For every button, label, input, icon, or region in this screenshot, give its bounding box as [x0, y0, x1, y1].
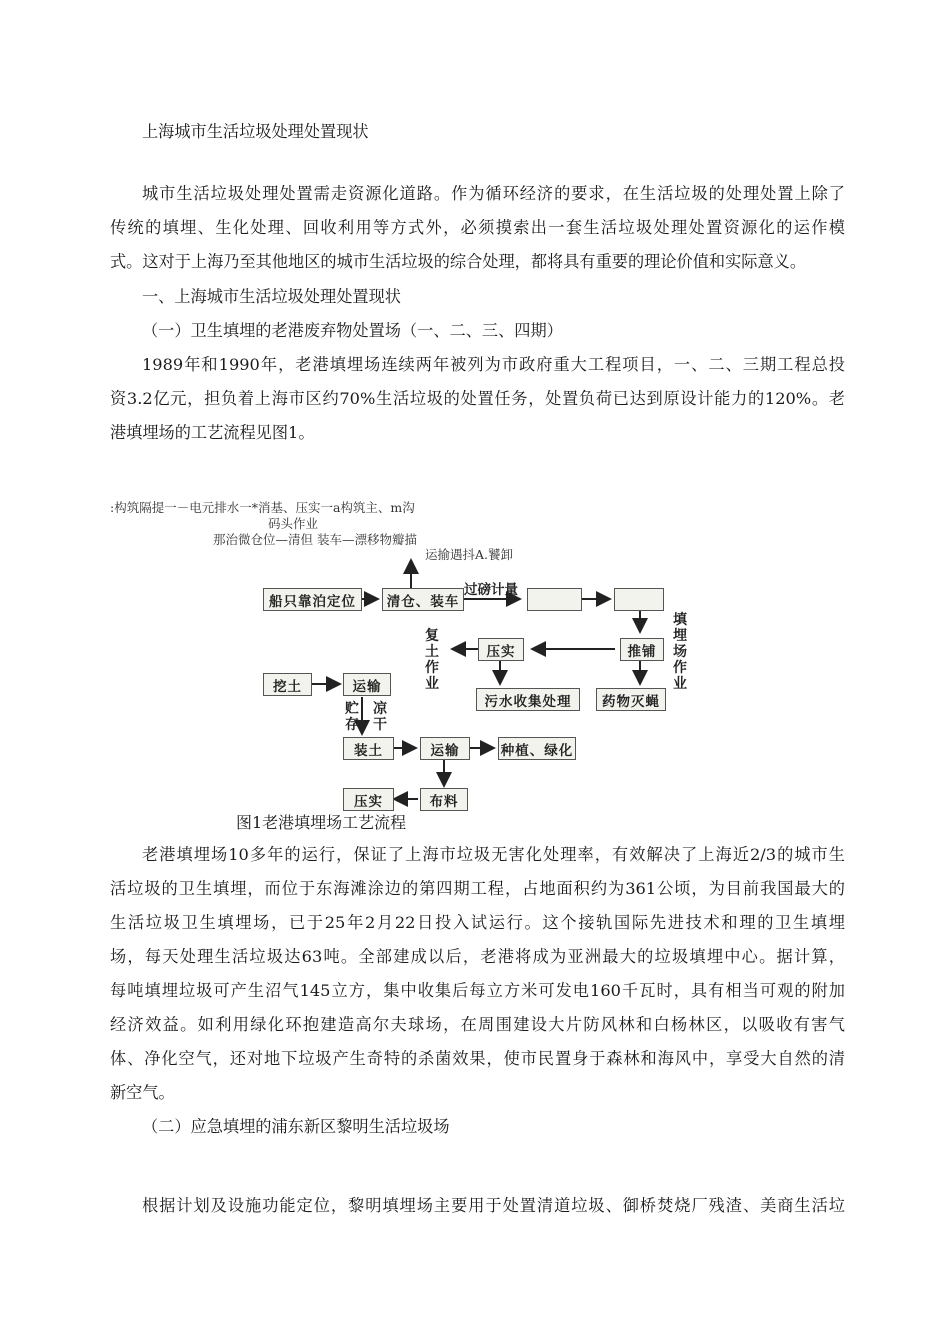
diagram-ocr-line-3: 那治微仓位—清但 装车—漂移物瓣描 [213, 532, 417, 547]
document-title: 上海城市生活垃圾处理处置现状 [142, 122, 369, 141]
para1-line-1: 1989年和1990年，老港填埋场连续两年被列为市政府重大工程项目，一、二、三期工程总投 [142, 355, 845, 374]
box-unload [614, 588, 664, 611]
subsection-2-heading: （二）应急填埋的浦东新区黎明生活垃圾场 [142, 1117, 450, 1136]
para2-line-2: 活垃圾的卫生填埋，而位于东海滩涂边的第四期工程，占地面积约为361公顷，为目前我国最大的 [110, 879, 845, 898]
diagram-ocr-line-4: 运揄遇抖A.饕卸 [425, 547, 514, 562]
diagram-ocr-line-1: :构筑隔提一－电元排水一*消基、压实一a构筑主、m沟 [110, 500, 415, 515]
para2-line-5: 每吨填埋垃圾可产生沼气145立方，集中收集后每立方米可发电160千瓦时，具有相当可观的附加 [110, 981, 845, 1000]
para2-line-1: 老港填埋场10多年的运行，保证了上海市垃圾无害化处理率，有效解决了上海近2/3的城市生 [142, 845, 845, 864]
box-transport-2: 运输 [420, 737, 470, 760]
para2-line-4: 场，每天处理生活垃圾达63吨。全部建成以后，老港将成为亚洲最大的垃圾填埋中心。据计算， [110, 947, 845, 966]
para3-line-1: 根据计划及设施功能定位，黎明填埋场主要用于处置清道垃圾、御桥焚烧厂残渣、美商生活垃 [142, 1196, 845, 1215]
box-weigh-station [527, 588, 582, 611]
box-load-soil: 装土 [343, 737, 394, 760]
box-lay-material: 布料 [420, 788, 468, 811]
box-spread: 推铺 [620, 638, 664, 661]
para1-line-2: 资3.2亿元，担负着上海市区约70%生活垃圾的处置任务，处置负荷已达到原设计能力的120%。老 [110, 389, 845, 408]
box-planting-greening: 种植、绿化 [498, 737, 576, 760]
intro-line-3: 式。这对于上海乃至其他地区的城市生活垃圾的综合处理，都将具有重要的理论价值和实际意义。 [110, 252, 807, 271]
box-clean-load: 清仓、装车 [382, 588, 464, 611]
para1-line-3: 港填埋场的工艺流程见图1。 [110, 423, 315, 442]
intro-line-2: 传统的填埋、生化处理、回收利用等方式外，必须摸索出一套生活垃圾处理处置资源化的运作模 [110, 218, 845, 237]
box-transport-1: 运输 [343, 673, 391, 696]
label-landfill-operation: 填埋场作业 [673, 612, 687, 692]
section-1-heading: 一、上海城市生活垃圾处理处置现状 [142, 287, 401, 306]
box-ship-berth: 船只靠泊定位 [263, 588, 362, 611]
diagram-ocr-line-2: 码头作业 [268, 516, 319, 531]
para2-line-3: 生活垃圾卫生填埋场，已于25年2月22日投入试运行。这个接轨国际先进技术和理的卫生填埋 [110, 913, 845, 932]
figure-caption: 图1老港填埋场工艺流程 [236, 813, 407, 832]
box-sewage-collection: 污水收集处理 [476, 688, 580, 711]
para2-line-7: 体、净化空气，还对地下垃圾产生奇特的杀菌效果，使市民置身于森林和海风中，享受大自然的清 [110, 1049, 845, 1068]
label-recover-soil: 复土作业 [425, 628, 439, 692]
box-fly-control: 药物灭蝇 [596, 688, 666, 711]
subsection-1-heading: （一）卫生填埋的老港废弃物处置场（一、二、三、四期） [142, 321, 563, 340]
label-store: 贮存 [345, 701, 359, 733]
label-dry: 凉干 [373, 701, 387, 733]
box-compact: 压实 [478, 638, 524, 661]
box-dig-soil: 挖土 [263, 673, 312, 696]
box-compact-2: 压实 [343, 788, 394, 811]
intro-line-1: 城市生活垃圾处理处置需走资源化道路。作为循环经济的要求，在生活垃圾的处理处置上除了 [142, 184, 845, 203]
para2-line-6: 经济效益。如利用绿化环抱建造高尔夫球场，在周围建设大片防风林和白杨林区，以吸收有害气 [110, 1015, 845, 1034]
label-weigh: 过磅计量 [464, 582, 518, 598]
para2-line-8: 新空气。 [110, 1083, 175, 1102]
